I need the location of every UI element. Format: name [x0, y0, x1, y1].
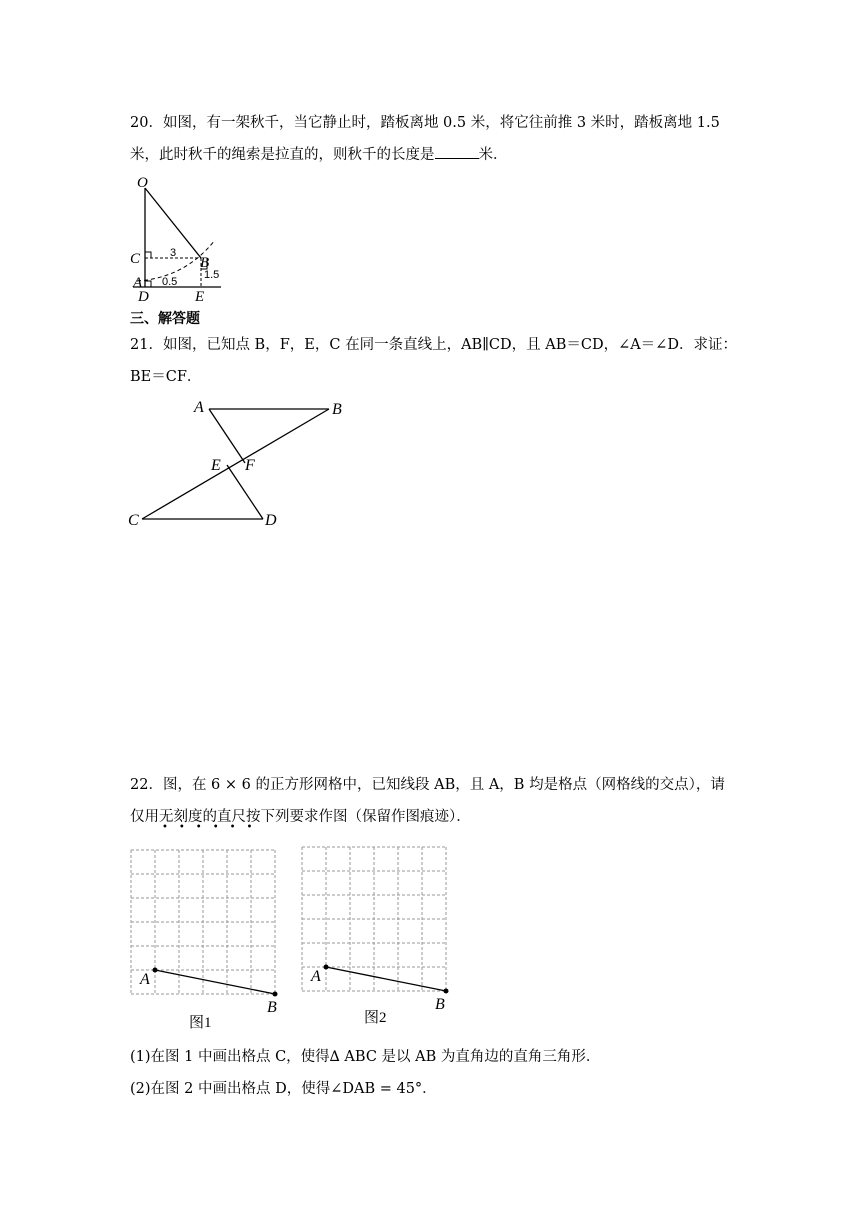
answer-blank [435, 144, 479, 159]
emphasis-dots: •••••• [162, 822, 264, 833]
q20-line2 [130, 144, 508, 166]
label-A: A [311, 968, 321, 985]
q22-part1: (1)在图 1 中画出格点 C，使得∆ ABC 是以 AB 为直角边的直角三角形． [130, 1049, 601, 1065]
label-B: B [435, 996, 445, 1013]
triangles-figure [125, 395, 355, 535]
length-0-5: 0.5 [162, 276, 178, 288]
label-E: E [211, 457, 221, 474]
q21-line2: BE＝CF． [130, 369, 202, 385]
swing-figure [125, 170, 235, 305]
q20-line1: 20．如图，有一架秋千，当它静止时，踏板离地 0.5 米，将它往前推 3 米时，踏板离地 1.5 [130, 115, 720, 131]
q22-part2: (2)在图 2 中画出格点 D，使得∠DAB = 45°． [130, 1081, 437, 1097]
q20-line2-end: 米． [478, 147, 508, 163]
grid-figure-1 [125, 845, 290, 1035]
q21-line1: 21．如图，已知点 B，F，E，C 在同一条直线上，AB∥CD，且 AB＝CD，∠A＝∠D．求证： [130, 337, 737, 353]
label-D: D [138, 289, 149, 305]
length-1-5: 1.5 [204, 269, 220, 281]
label-D: D [265, 512, 277, 529]
label-C: C [130, 251, 141, 267]
label-A: A [140, 971, 150, 988]
section-heading: 三、解答题 [130, 311, 200, 327]
label-F: F [245, 457, 255, 474]
label-B: B [267, 999, 277, 1016]
q20-line2-text: 米，此时秋千的绳索是拉直的，则秋千的长度是 [130, 147, 435, 163]
label-A: A [133, 275, 143, 291]
label-E: E [195, 289, 205, 305]
figure-1-caption: 图1 [189, 1015, 212, 1031]
q22-line2: 仅用无刻度的直尺按下列要求作图（保留作图痕迹）． [130, 809, 471, 825]
length-3: 3 [170, 247, 177, 259]
grid-figure-2 [296, 842, 461, 1032]
label-B: B [200, 255, 210, 271]
figure-2-caption: 图2 [364, 1010, 387, 1026]
label-A: A [194, 399, 204, 416]
label-C: C [128, 512, 139, 529]
label-B: B [332, 401, 342, 418]
label-O: O [137, 175, 148, 191]
q22-line1: 22．图，在 6 × 6 的正方形网格中，已知线段 AB，且 A，B 均是格点（网格线的交点），请 [130, 777, 725, 793]
